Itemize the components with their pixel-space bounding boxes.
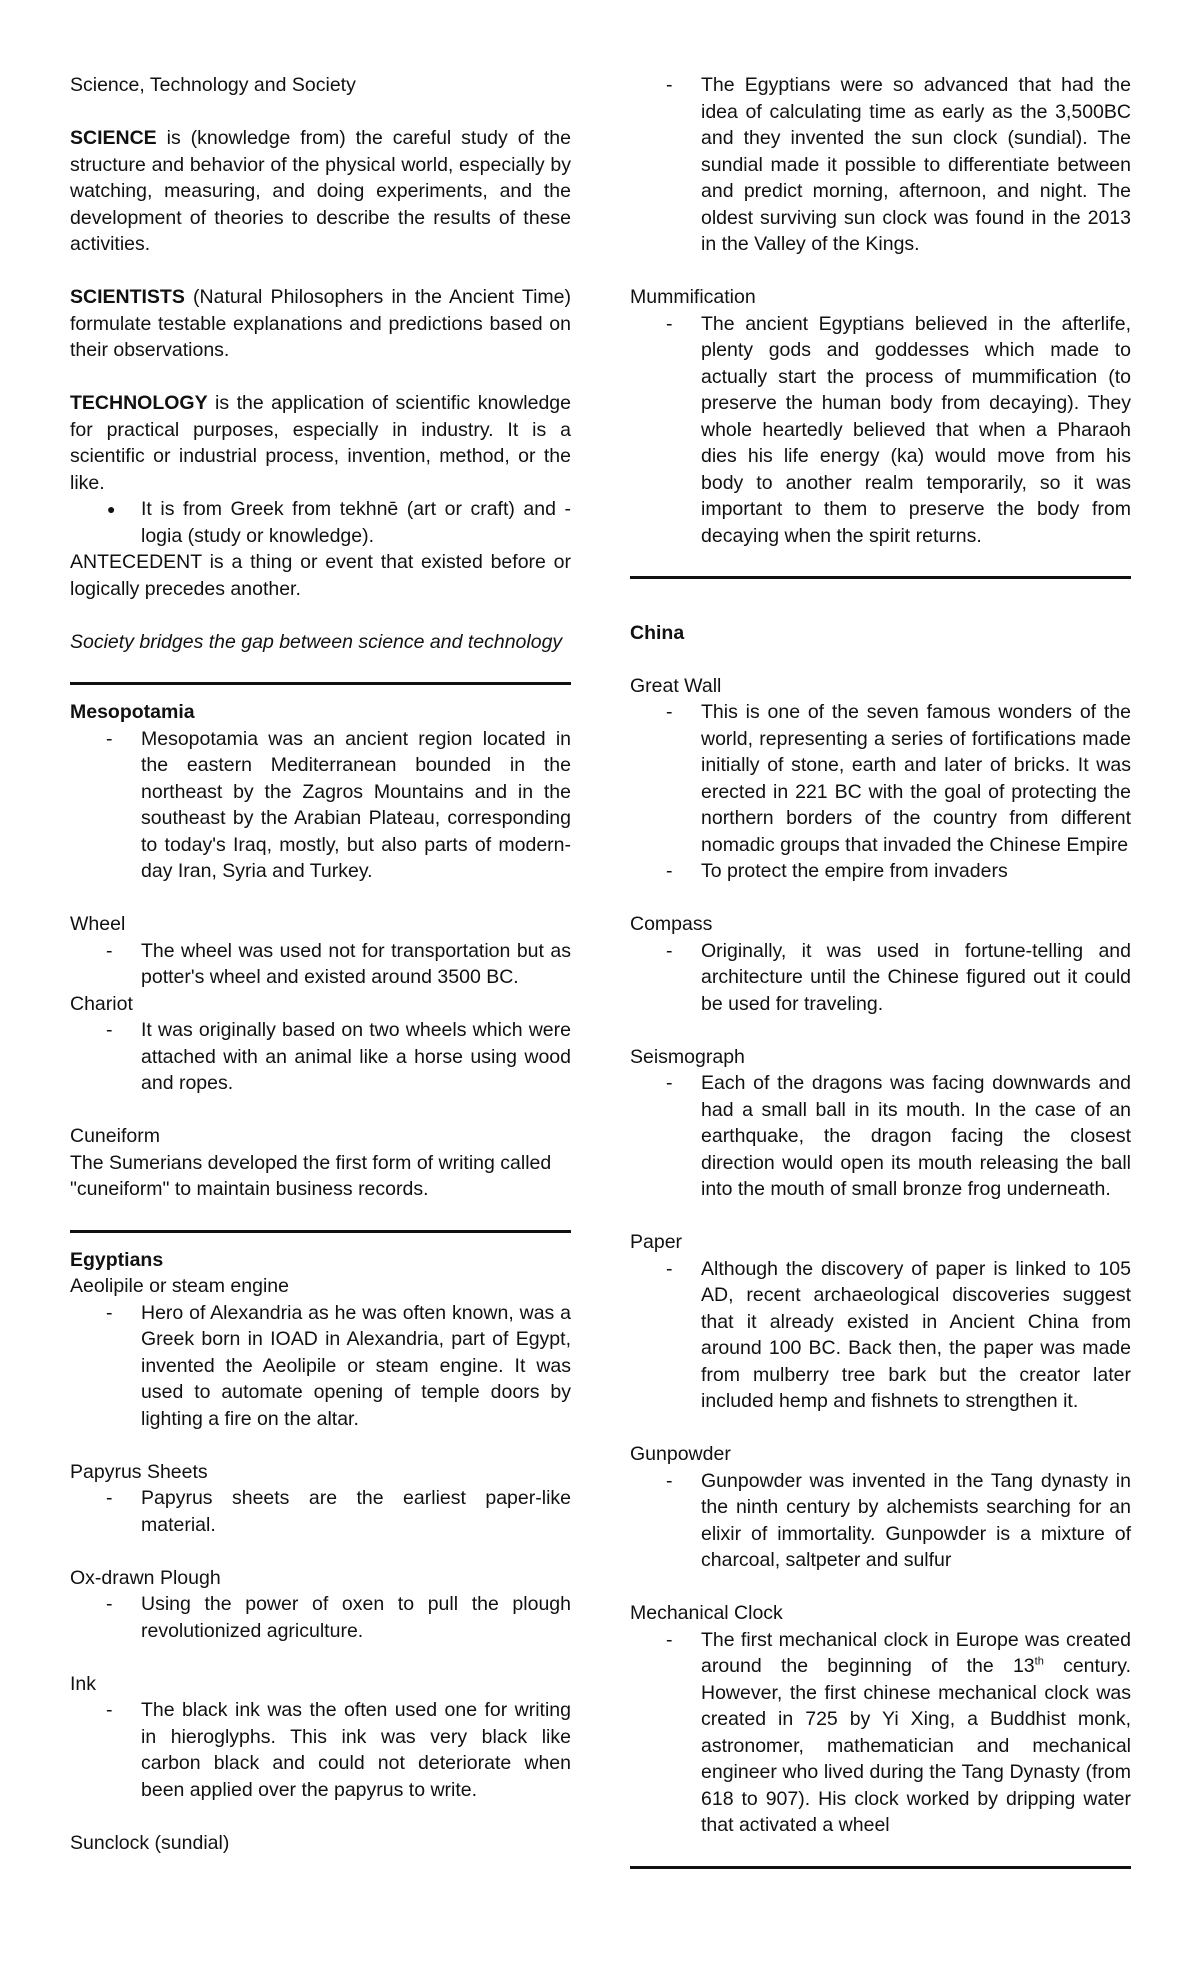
list-item: - Originally, it was used in fortune-telling and architecture until the Chinese figured out it could be used for traveling. <box>666 939 1131 1015</box>
cuneiform-title: Cuneiform <box>70 1125 160 1147</box>
section-divider <box>70 1230 571 1233</box>
section-divider <box>70 682 571 685</box>
dash-marker: - <box>106 1593 113 1615</box>
dash-marker: - <box>666 1257 673 1280</box>
science-definition: SCIENCE is (knowledge from) the careful study of the structure and behavior of the physical world, especially by watching, measuring, and doing experiments, and the development of theories to describe the results of these activities. <box>70 127 571 255</box>
technology-etymology-bullet: ● It is from Greek from tekhnē (art or craft) and -logia (study or knowledge). <box>107 498 571 547</box>
list-item: - The first mechanical clock in Europe was created around the beginning of the 13th century. However, the first chinese mechanical clock was created in 725 by Yi Xing, a Buddhist monk, astronomer, mathematician and mechanical engineer who lived during the Tang Dynasty (from 618 to 907). His clock worked by dripping water that activated a wheel <box>666 1628 1131 1836</box>
cuneiform-desc: The Sumerians developed the first form of writing called "cuneiform" to maintain business records. <box>70 1151 552 1200</box>
aeolipile-title: Aeolipile or steam engine <box>70 1275 289 1297</box>
dash-marker: - <box>666 701 673 723</box>
list-item: - The ancient Egyptians believed in the afterlife, plenty gods and goddesses which made to actually start the process of mummification (to preserve the human body from decaying). They whole heartedly believed that when a Pharaoh dies his life energy (ka) would move from his body to another realm temporarily, so it was important to them to preserve the body from decaying when the spirit returns. <box>666 312 1131 547</box>
scientists-term: SCIENTISTS <box>70 286 185 308</box>
list-item: - It was originally based on two wheels which were attached with an animal like a horse using wood and ropes. <box>106 1019 571 1094</box>
document-title: Science, Technology and Society <box>70 74 356 96</box>
list-item: - Each of the dragons was facing downwards and had a small ball in its mouth. In the case of an earthquake, the dragon facing the closest direction would open its mouth releasing the ball into the mouth of small bronze frog underneath. <box>666 1072 1131 1200</box>
dash-marker: - <box>106 1487 113 1509</box>
china-heading: China <box>630 621 685 644</box>
plough-title: Ox-drawn Plough <box>70 1566 221 1589</box>
bullet-icon: ● <box>107 501 116 517</box>
wheel-title: Wheel <box>70 913 126 935</box>
dash-marker: - <box>666 939 673 962</box>
ink-title: Ink <box>70 1672 97 1695</box>
list-item: - This is one of the seven famous wonders of the world, representing a series of fortifications made initially of stone, earth and later of bricks. It was erected in 221 BC with the goal of protecting the northern borders of the country from different nomadic groups that invaded the Chinese Empire <box>666 701 1131 856</box>
gunpowder-title: Gunpowder <box>630 1443 731 1465</box>
list-item: - Using the power of oxen to pull the plough revolutionized agriculture. <box>106 1593 571 1642</box>
section-divider <box>630 1866 1131 1869</box>
dash-marker: - <box>106 1019 113 1041</box>
dash-marker: - <box>666 1628 673 1651</box>
list-item: - The Egyptians were so advanced that had the idea of calculating time as early as the 3,500BC and they invented the sun clock (sundial). The sundial made it possible to differentiate between and predict morning, afternoon, and night. The oldest surviving sun clock was found in the 2013 in the Valley of the Kings. <box>666 74 1131 255</box>
society-note: Society bridges the gap between science and technology <box>70 630 563 653</box>
science-term: SCIENCE <box>70 127 157 149</box>
list-item: - Gunpowder was invented in the Tang dynasty in the ninth century by alchemists searching for an elixir of immortality. Gunpowder is a mixture of charcoal, saltpeter and sulfur <box>666 1469 1131 1571</box>
technology-term: TECHNOLOGY <box>70 392 208 414</box>
egyptians-heading: Egyptians <box>70 1248 164 1271</box>
scientists-definition: SCIENTISTS (Natural Philosophers in the Ancient Time) formulate testable explanations and predictions based on their observations. <box>70 286 571 361</box>
dash-marker: - <box>106 1301 113 1324</box>
mummification-title: Mummification <box>630 286 756 308</box>
mesopotamia-heading: Mesopotamia <box>70 701 195 723</box>
dash-marker: - <box>666 1469 673 1492</box>
antecedent-definition: ANTECEDENT is a thing or event that existed before or logically precedes another. <box>70 551 571 600</box>
mechanical-clock-title: Mechanical Clock <box>630 1602 783 1624</box>
list-item: - Mesopotamia was an ancient region located in the eastern Mediterranean bounded in the northeast by the Zagros Mountains and in the southeast by the Arabian Plateau, corresponding to today's Iraq, mostly, but also parts of modern-day Iran, Syria and Turkey. <box>106 727 571 882</box>
chariot-title: Chariot <box>70 992 133 1015</box>
list-item: - Papyrus sheets are the earliest paper-like material. <box>106 1487 571 1536</box>
list-item: - To protect the empire from invaders <box>630 858 1131 885</box>
greatwall-title: Great Wall <box>630 674 722 697</box>
compass-title: Compass <box>630 913 713 935</box>
section-divider <box>630 576 1131 579</box>
list-item: - Hero of Alexandria as he was often known, was a Greek born in IOAD in Alexandria, part of Egypt, invented the Aeolipile or steam engine. It was used to automate opening of temple doors by lighting a fire on the altar. <box>106 1301 571 1430</box>
list-item: - The black ink was the often used one for writing in hieroglyphs. This ink was very black like carbon black and could not deteriorate when been applied over the papyrus to write. <box>106 1699 571 1801</box>
dash-marker: - <box>666 74 673 96</box>
papyrus-title: Papyrus Sheets <box>70 1460 208 1483</box>
list-item: - The wheel was used not for transportation but as potter's wheel and existed around 3500 BC. <box>106 939 571 988</box>
technology-definition: TECHNOLOGY is the application of scientific knowledge for practical purposes, especially in industry. It is a scientific or industrial process, invention, method, or the like. <box>70 392 571 494</box>
dash-marker: - <box>106 1699 113 1721</box>
dash-marker: - <box>666 312 673 335</box>
right-column <box>630 72 1131 1883</box>
dash-marker: - <box>106 727 113 750</box>
list-item: - Although the discovery of paper is linked to 105 AD, recent archaeological discoveries suggest that it already existed in Ancient China from around 100 BC. Back then, the paper was made from mulberry tree bark but the creator later included hemp and fishnets to strengthen it. <box>666 1257 1131 1412</box>
left-column <box>70 72 571 1856</box>
dash-marker: - <box>106 939 113 962</box>
seismograph-title: Seismograph <box>630 1045 745 1068</box>
paper-title: Paper <box>630 1231 683 1253</box>
dash-marker: - <box>666 1072 673 1094</box>
sunclock-title: Sunclock (sundial) <box>70 1831 230 1854</box>
dash-marker: - <box>666 860 673 882</box>
